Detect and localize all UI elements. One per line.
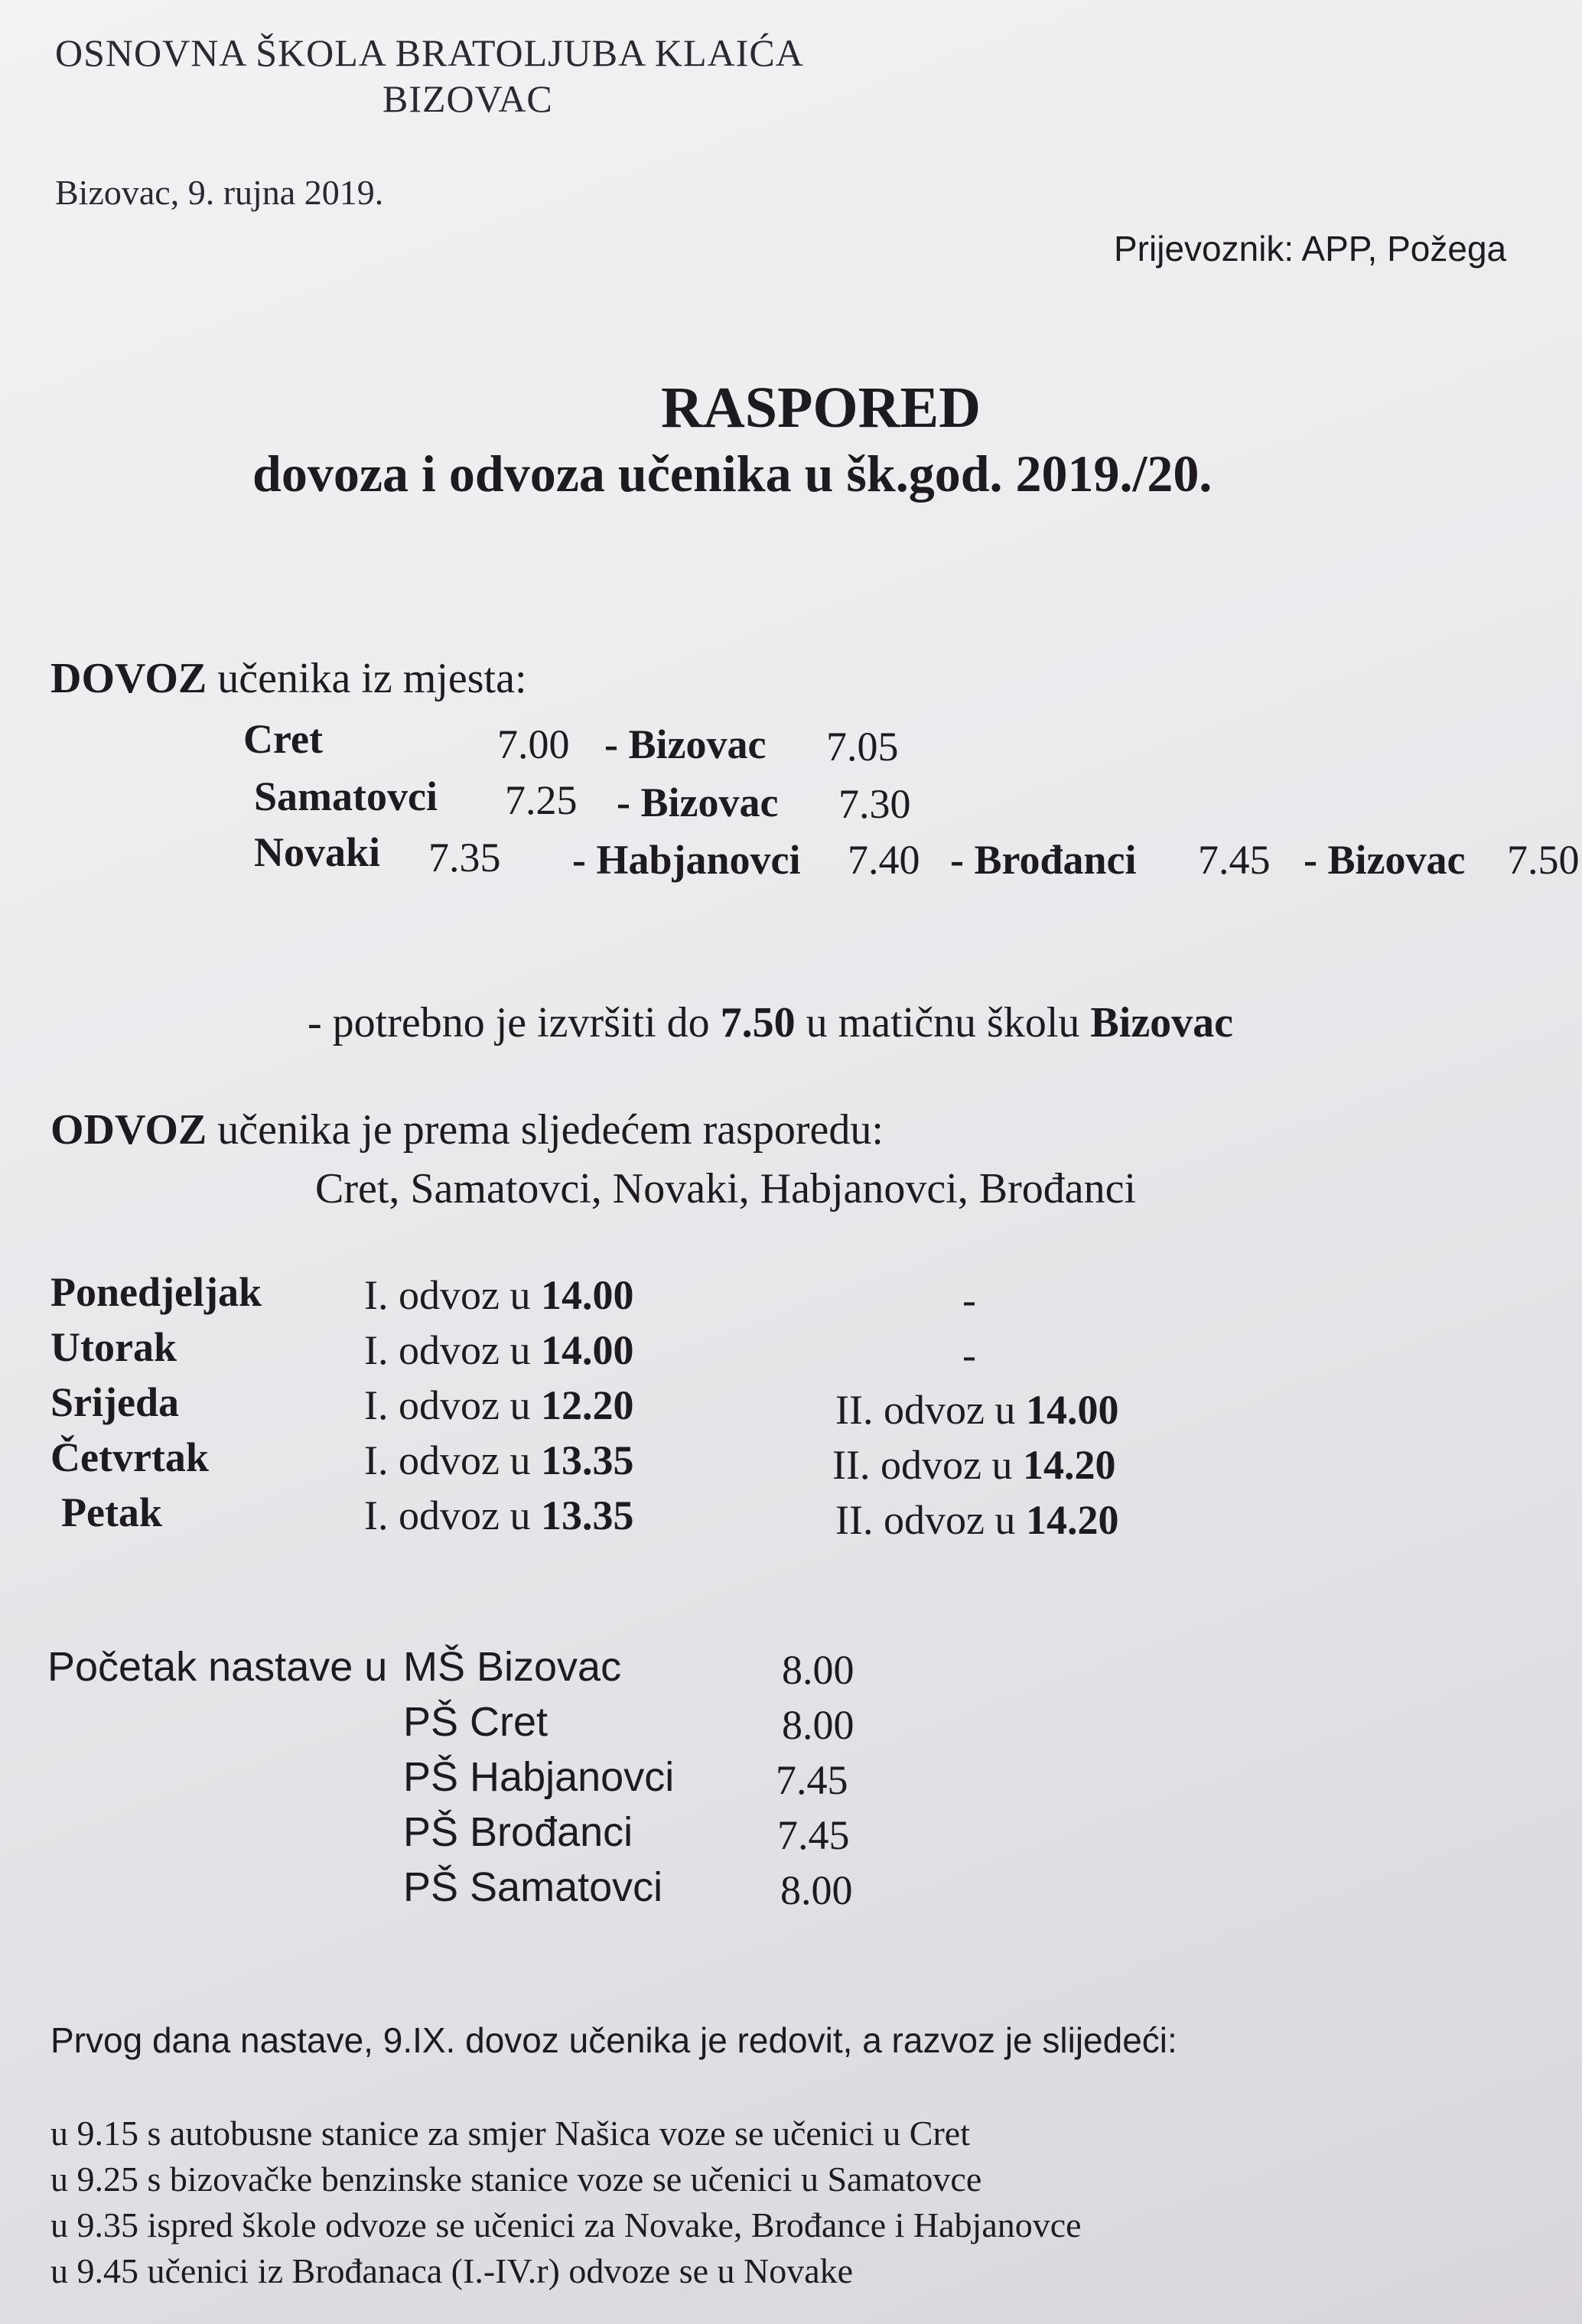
- odvoz-second-time: 14.20: [1025, 1497, 1119, 1543]
- route-stop-separator: -: [617, 780, 630, 825]
- start-intro: Početak nastave u: [47, 1644, 388, 1690]
- first-day-line: u 9.45 učenici iz Brođanaca (I.-IV.r) odvoze se u Novake: [50, 2251, 854, 2290]
- route-stop-time: 7.40: [848, 837, 920, 883]
- route-origin-time: 7.25: [505, 777, 578, 823]
- route-stop-place: Brođanci: [974, 837, 1137, 883]
- date-line: Bizovac, 9. rujna 2019.: [55, 173, 384, 212]
- odvoz-first: [364, 1326, 633, 1374]
- dovoz-intro: učenika iz mjesta:: [217, 655, 527, 702]
- route-stop: [572, 836, 801, 884]
- odvoz-first-time: 14.00: [540, 1272, 634, 1318]
- school-town: BIZOVAC: [382, 77, 553, 120]
- dovoz-note-place: Bizovac: [1090, 999, 1234, 1046]
- start-school-time: 8.00: [780, 1867, 853, 1913]
- route-stop-separator: -: [950, 837, 964, 883]
- dovoz-note-time: 7.50: [720, 999, 796, 1046]
- route-stop: [617, 779, 778, 826]
- start-school-time: 7.45: [776, 1757, 848, 1803]
- route-stop: [1304, 836, 1465, 884]
- route-stop-place: Bizovac: [628, 721, 767, 767]
- start-school-name: PŠ Habjanovci: [403, 1754, 675, 1800]
- route-origin: Novaki: [254, 829, 381, 875]
- odvoz-heading: [50, 1105, 884, 1154]
- odvoz-second-label: II. odvoz u: [832, 1442, 1013, 1488]
- odvoz-day: Četvrtak: [50, 1434, 209, 1480]
- odvoz-day: Petak: [61, 1489, 162, 1535]
- odvoz-day: Ponedjeljak: [50, 1269, 262, 1315]
- odvoz-first-time: 13.35: [540, 1437, 634, 1483]
- dovoz-heading: [50, 654, 527, 703]
- start-school-time: 8.00: [782, 1647, 854, 1693]
- odvoz-second-label: II. odvoz u: [835, 1387, 1016, 1433]
- odvoz-first-label: I. odvoz u: [364, 1492, 531, 1538]
- odvoz-first-time: 13.35: [540, 1492, 634, 1538]
- odvoz-second-time: 14.00: [1025, 1387, 1119, 1433]
- odvoz-day: Utorak: [50, 1324, 177, 1370]
- route-origin: Cret: [243, 716, 323, 762]
- route-stop-place: Bizovac: [640, 780, 779, 825]
- odvoz-intro: učenika je prema sljedećem rasporedu:: [217, 1106, 884, 1154]
- odvoz-first: [364, 1382, 633, 1429]
- odvoz-dash: -: [962, 1277, 976, 1323]
- odvoz-day: Srijeda: [50, 1379, 179, 1425]
- route-origin-time: 7.00: [497, 721, 570, 767]
- start-school-time: 8.00: [782, 1702, 854, 1748]
- route-stop-time: 7.50: [1507, 837, 1580, 883]
- first-day-line: u 9.15 s autobusne stanice za smjer Našica voze se učenici u Cret: [50, 2114, 970, 2153]
- odvoz-first-time: 12.20: [540, 1382, 634, 1428]
- odvoz-second-time: 14.20: [1022, 1442, 1116, 1488]
- odvoz-first-label: I. odvoz u: [364, 1327, 531, 1373]
- route-stop-separator: -: [572, 837, 586, 883]
- start-school-name: PŠ Cret: [403, 1699, 548, 1745]
- route-stop-time: 7.30: [838, 781, 911, 827]
- route-origin-time: 7.35: [428, 835, 501, 880]
- odvoz-second: [832, 1441, 1115, 1489]
- route-stop-time: 7.45: [1198, 837, 1271, 883]
- route-stop-time: 7.05: [826, 724, 899, 770]
- start-school-name: MŠ Bizovac: [403, 1644, 622, 1690]
- school-name: OSNOVNA ŠKOLA BRATOLJUBA KLAIĆA: [55, 31, 804, 74]
- carrier-line: Prijevoznik: APP, Požega: [1114, 229, 1507, 269]
- odvoz-first: [364, 1437, 633, 1484]
- start-school-time: 7.45: [777, 1812, 850, 1858]
- route-stop-place: Bizovac: [1327, 837, 1466, 883]
- odvoz-places: Cret, Samatovci, Novaki, Habjanovci, Brođanci: [315, 1165, 1137, 1212]
- odvoz-first-label: I. odvoz u: [364, 1437, 531, 1483]
- odvoz-label: ODVOZ: [50, 1106, 207, 1154]
- route-stop: [950, 836, 1137, 884]
- dovoz-note-prefix: - potrebno je izvršiti do: [308, 999, 710, 1046]
- start-school-name: PŠ Brođanci: [403, 1809, 633, 1855]
- odvoz-first-time: 14.00: [540, 1327, 634, 1373]
- odvoz-second: [835, 1386, 1118, 1434]
- dovoz-label: DOVOZ: [50, 655, 207, 702]
- route-origin: Samatovci: [254, 773, 438, 819]
- odvoz-second-label: II. odvoz u: [835, 1497, 1016, 1543]
- page-title: RASPORED: [661, 376, 981, 440]
- odvoz-dash: -: [962, 1332, 976, 1378]
- first-day-intro: Prvog dana nastave, 9.IX. dovoz učenika je redovit, a razvoz je slijedeći:: [50, 2020, 1177, 2060]
- odvoz-second: [835, 1496, 1118, 1544]
- dovoz-note-mid: u matičnu školu: [806, 999, 1080, 1046]
- odvoz-first: [364, 1271, 633, 1319]
- start-school-name: PŠ Samatovci: [403, 1864, 663, 1910]
- dovoz-note: [308, 998, 1233, 1047]
- route-stop-separator: -: [1304, 837, 1317, 883]
- route-stop-separator: -: [604, 721, 618, 767]
- odvoz-first: [364, 1492, 633, 1539]
- route-stop-place: Habjanovci: [596, 837, 801, 883]
- odvoz-first-label: I. odvoz u: [364, 1272, 531, 1318]
- page-subtitle: dovoza i odvoza učenika u šk.god. 2019./20.: [252, 444, 1213, 503]
- route-stop: [604, 721, 766, 768]
- first-day-line: u 9.35 ispred škole odvoze se učenici za Novake, Brođance i Habjanovce: [50, 2205, 1082, 2244]
- first-day-line: u 9.25 s bizovačke benzinske stanice voze se učenici u Samatovce: [50, 2160, 982, 2199]
- odvoz-first-label: I. odvoz u: [364, 1382, 531, 1428]
